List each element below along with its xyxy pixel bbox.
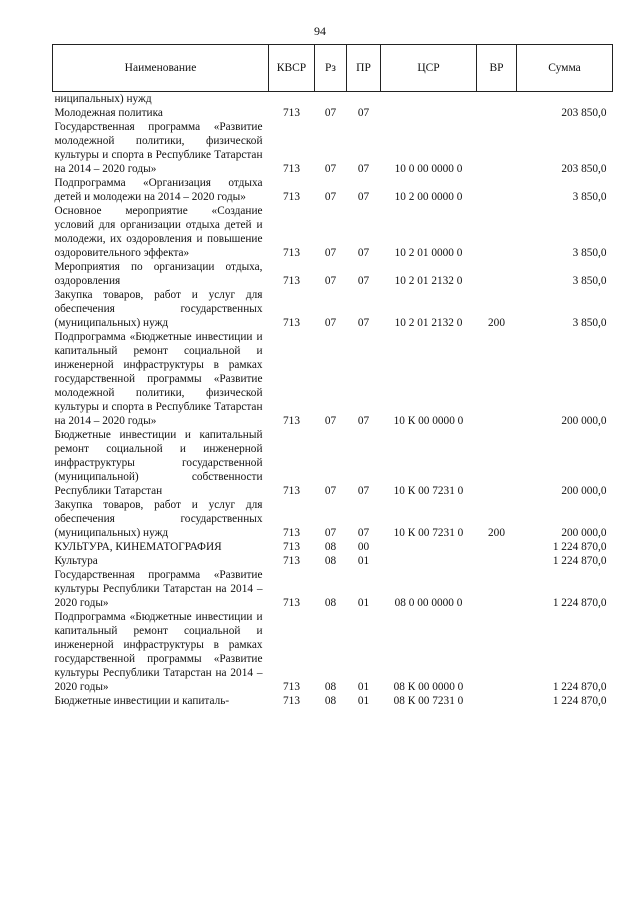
cell-kvsr: 713 bbox=[283, 247, 300, 259]
table-row bbox=[53, 260, 613, 288]
cell-rz: 08 bbox=[324, 555, 337, 567]
header-sum: Сумма bbox=[517, 45, 613, 92]
table-row bbox=[53, 120, 613, 176]
cell-csr bbox=[381, 540, 477, 554]
cell-pr: 07 bbox=[357, 415, 370, 427]
cell-vr bbox=[477, 92, 517, 107]
cell-csr: 08 0 00 0000 0 bbox=[394, 597, 463, 609]
table-row bbox=[53, 204, 613, 260]
cell-sum: 3 850,0 bbox=[572, 317, 607, 329]
cell-name: Молодежная политика bbox=[54, 107, 163, 119]
header-name: Наименование bbox=[53, 45, 269, 92]
cell-vr bbox=[477, 120, 517, 176]
cell-rz: 07 bbox=[324, 107, 337, 119]
cell-vr bbox=[477, 610, 517, 694]
cell-sum: 200 000,0 bbox=[561, 415, 607, 427]
cell-kvsr: 713 bbox=[283, 485, 300, 497]
cell-kvsr bbox=[269, 92, 315, 107]
cell-csr: 10 2 00 0000 0 bbox=[394, 191, 463, 203]
cell-pr: 00 bbox=[357, 541, 370, 553]
cell-name: Подпрограмма «Бюджетные инвестиции и капитальный ремонт социальной и инженерной инфраструктуры в рамках государственной программы «Развитие культуры Республики Татарстан на 2014 – 2020 годы» bbox=[54, 611, 263, 693]
cell-name: КУЛЬТУРА, КИНЕМАТОГРАФИЯ bbox=[54, 541, 222, 553]
cell-kvsr: 713 bbox=[283, 415, 300, 427]
cell-rz: 08 bbox=[324, 695, 337, 707]
cell-sum: 1 224 870,0 bbox=[552, 541, 607, 553]
cell-rz: 07 bbox=[324, 485, 337, 497]
table-row bbox=[53, 610, 613, 694]
table-row bbox=[53, 106, 613, 120]
cell-name: Государственная программа «Развитие культуры Республики Татарстан на 2014 – 2020 годы» bbox=[54, 569, 263, 609]
cell-sum bbox=[517, 92, 613, 107]
cell-rz: 08 bbox=[324, 541, 337, 553]
cell-rz: 07 bbox=[324, 415, 337, 427]
cell-kvsr: 713 bbox=[283, 163, 300, 175]
table-row bbox=[53, 554, 613, 568]
cell-csr: 10 К 00 7231 0 bbox=[393, 527, 464, 539]
cell-sum: 3 850,0 bbox=[572, 191, 607, 203]
cell-pr: 01 bbox=[357, 555, 370, 567]
cell-csr: 10 0 00 0000 0 bbox=[394, 163, 463, 175]
table-row bbox=[53, 330, 613, 428]
cell-sum: 1 224 870,0 bbox=[552, 681, 607, 693]
header-vr: ВР bbox=[477, 45, 517, 92]
cell-name: Бюджетные инвестиции и капитальный ремонт социальной и инженерной инфраструктуры государственной (муниципальной) собственности Республики Татарстан bbox=[54, 429, 263, 497]
table-row bbox=[53, 176, 613, 204]
cell-csr: 10 2 01 0000 0 bbox=[394, 247, 463, 259]
table-row bbox=[53, 568, 613, 610]
cell-pr: 07 bbox=[357, 247, 370, 259]
cell-csr: 10 2 01 2132 0 bbox=[394, 275, 463, 287]
budget-table bbox=[52, 44, 613, 708]
cell-name: Подпрограмма «Бюджетные инвестиции и капитальный ремонт социальной и инженерной инфраструктуры в рамках государственной программы «Развитие молодежной политики, физической культуры и спорта в Республике Татарстан на 2014 – 2020 годы» bbox=[54, 331, 263, 427]
cell-pr: 07 bbox=[357, 527, 370, 539]
page-number: 94 bbox=[314, 24, 326, 38]
cell-sum: 203 850,0 bbox=[561, 163, 607, 175]
cell-vr bbox=[477, 204, 517, 260]
cell-name: Бюджетные инвестиции и капиталь- bbox=[54, 695, 230, 707]
cell-pr: 07 bbox=[357, 317, 370, 329]
cell-csr: 10 2 01 2132 0 bbox=[394, 317, 463, 329]
cell-csr bbox=[381, 92, 477, 107]
cell-vr bbox=[477, 330, 517, 428]
header-kvsr: КВСР bbox=[269, 45, 315, 92]
cell-vr bbox=[477, 260, 517, 288]
cell-rz: 07 bbox=[324, 191, 337, 203]
cell-vr bbox=[477, 694, 517, 708]
cell-sum: 1 224 870,0 bbox=[552, 695, 607, 707]
cell-pr: 07 bbox=[357, 107, 370, 119]
cell-vr bbox=[477, 540, 517, 554]
cell-name: Культура bbox=[54, 555, 98, 567]
cell-sum: 200 000,0 bbox=[561, 485, 607, 497]
cell-sum: 3 850,0 bbox=[572, 275, 607, 287]
cell-kvsr: 713 bbox=[283, 681, 300, 693]
cell-kvsr: 713 bbox=[283, 527, 300, 539]
cell-pr bbox=[347, 92, 381, 107]
cell-kvsr: 713 bbox=[283, 597, 300, 609]
cell-rz: 08 bbox=[324, 597, 337, 609]
cell-rz bbox=[315, 92, 347, 107]
cell-pr: 07 bbox=[357, 485, 370, 497]
cell-vr bbox=[477, 554, 517, 568]
cell-kvsr: 713 bbox=[283, 541, 300, 553]
cell-pr: 01 bbox=[357, 681, 370, 693]
cell-kvsr: 713 bbox=[283, 695, 300, 707]
cell-csr: 08 К 00 7231 0 bbox=[393, 695, 464, 707]
table-body bbox=[53, 92, 613, 709]
cell-pr: 07 bbox=[357, 163, 370, 175]
cell-rz: 07 bbox=[324, 247, 337, 259]
cell-name: Закупка товаров, работ и услуг для обеспечения государственных (муниципальных) нужд bbox=[54, 499, 263, 539]
cell-name: Государственная программа «Развитие молодежной политики, физической культуры и спорта в Республике Татарстан на 2014 – 2020 годы» bbox=[54, 121, 263, 175]
cell-sum: 3 850,0 bbox=[572, 247, 607, 259]
cell-pr: 01 bbox=[357, 695, 370, 707]
table-row bbox=[53, 540, 613, 554]
cell-csr: 08 К 00 0000 0 bbox=[393, 681, 464, 693]
cell-pr: 07 bbox=[357, 191, 370, 203]
cell-pr: 07 bbox=[357, 275, 370, 287]
cell-name: ниципальных) нужд bbox=[54, 93, 152, 105]
table-row bbox=[53, 498, 613, 540]
cell-sum: 200 000,0 bbox=[561, 527, 607, 539]
cell-kvsr: 713 bbox=[283, 317, 300, 329]
cell-kvsr: 713 bbox=[283, 275, 300, 287]
table-row bbox=[53, 92, 613, 107]
cell-pr: 01 bbox=[357, 597, 370, 609]
cell-sum: 1 224 870,0 bbox=[552, 597, 607, 609]
cell-name: Подпрограмма «Организация отдыха детей и молодежи на 2014 – 2020 годы» bbox=[54, 177, 263, 203]
cell-name: Закупка товаров, работ и услуг для обеспечения государственных (муниципальных) нужд bbox=[54, 289, 263, 329]
table-row bbox=[53, 694, 613, 708]
cell-name: Основное мероприятие «Создание условий для организации отдыха детей и молодежи, их оздоровления и повышение оздоровительного эффекта» bbox=[54, 205, 263, 259]
table-header bbox=[53, 45, 613, 92]
cell-vr: 200 bbox=[488, 317, 505, 329]
cell-rz: 07 bbox=[324, 527, 337, 539]
cell-sum: 1 224 870,0 bbox=[552, 555, 607, 567]
cell-rz: 08 bbox=[324, 681, 337, 693]
cell-sum: 203 850,0 bbox=[561, 107, 607, 119]
cell-csr: 10 К 00 0000 0 bbox=[393, 415, 464, 427]
cell-kvsr: 713 bbox=[283, 107, 300, 119]
cell-rz: 07 bbox=[324, 317, 337, 329]
table-row bbox=[53, 288, 613, 330]
cell-csr bbox=[381, 106, 477, 120]
table-row bbox=[53, 428, 613, 498]
cell-rz: 07 bbox=[324, 275, 337, 287]
header-rz: Рз bbox=[315, 45, 347, 92]
cell-name: Мероприятия по организации отдыха, оздоровления bbox=[54, 261, 263, 287]
cell-vr bbox=[477, 106, 517, 120]
header-pr: ПР bbox=[347, 45, 381, 92]
cell-kvsr: 713 bbox=[283, 191, 300, 203]
cell-csr bbox=[381, 554, 477, 568]
cell-csr: 10 К 00 7231 0 bbox=[393, 485, 464, 497]
cell-vr bbox=[477, 176, 517, 204]
header-csr: ЦСР bbox=[381, 45, 477, 92]
cell-rz: 07 bbox=[324, 163, 337, 175]
cell-vr: 200 bbox=[488, 527, 505, 539]
cell-kvsr: 713 bbox=[283, 555, 300, 567]
cell-vr bbox=[477, 568, 517, 610]
cell-vr bbox=[477, 428, 517, 498]
